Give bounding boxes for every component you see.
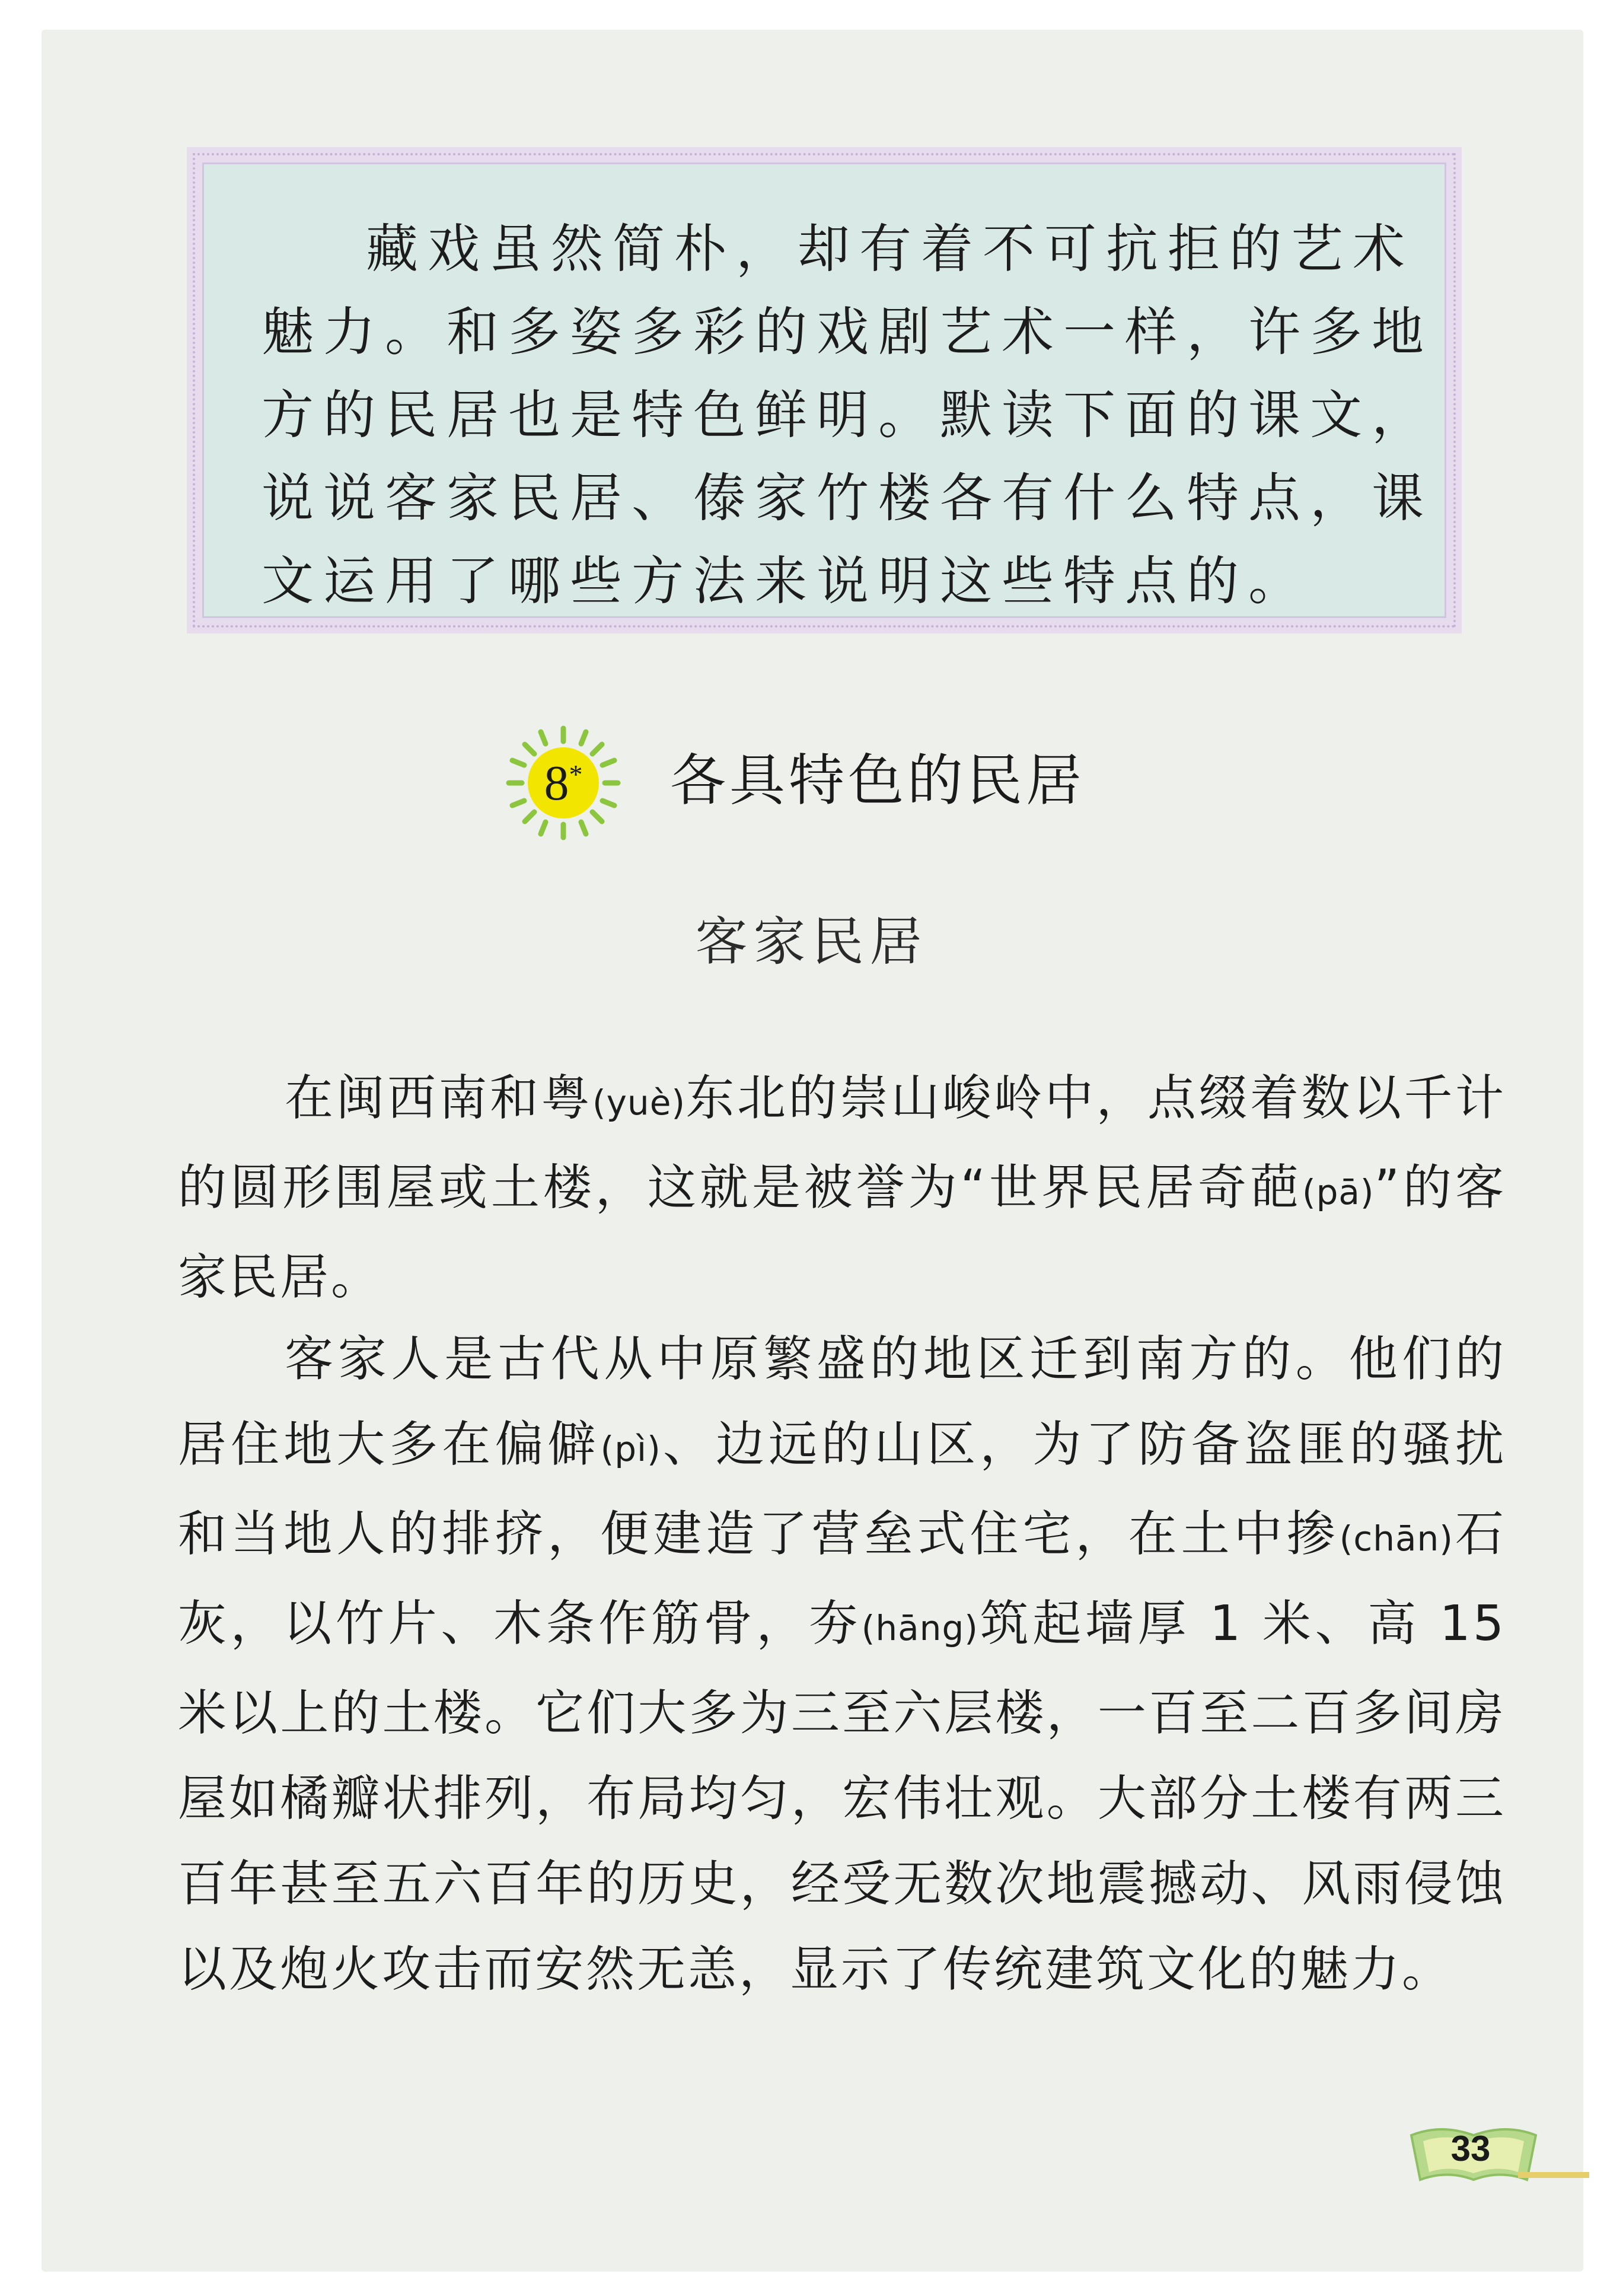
lesson-number-badge — [504, 724, 623, 842]
pinyin-pi: (pì) — [600, 1429, 661, 1469]
page-number-badge — [1405, 2117, 1542, 2189]
page-number: 33 — [1450, 2129, 1491, 2168]
paragraph-2-text-d: 筑起墙厚 1 米、高 15 米以上的土楼。它们大多为三至六层楼，一百至二百多间房屋如橘瓣状排列，布局均匀，宏伟壮观。大部分土楼有两三百年甚至五六百年的历史，经受无数次地震撼动、风雨侵蚀以及炮火攻击而安然无恙，显示了传统建筑文化的魅力。 — [178, 1596, 1506, 1998]
page-rule — [1518, 2172, 1589, 2178]
intro-box — [187, 147, 1462, 633]
pinyin-chan: (chān) — [1339, 1518, 1453, 1559]
paragraph-1-text-b: 东北的崇山峻岭中，点缀着数以千计的圆形围屋或土楼，这就是被誉为“世界民居奇葩 — [178, 1070, 1506, 1216]
pinyin-hang: (hāng) — [861, 1608, 978, 1648]
lesson-number-value: 8 — [544, 755, 569, 811]
paragraph-1-text-a: 在闽西南和粤 — [285, 1070, 592, 1126]
paragraph-2 — [178, 1317, 1506, 2012]
pinyin-pa: (pā) — [1302, 1172, 1375, 1212]
pinyin-yue: (yuè) — [592, 1082, 686, 1123]
paragraph-1-text-c: ”的客家民居。 — [178, 1160, 1506, 1305]
paragraph-2-text-c: 石灰，以竹片、木条作筋骨，夯 — [178, 1506, 1506, 1652]
section-title: 客家民居 — [695, 911, 928, 972]
paragraph-2-text-b: 、边远的山区，为了防备盗匪的骚扰和当地人的排挤，便建造了营垒式住宅，在土中掺 — [178, 1416, 1506, 1562]
paragraph-1 — [178, 1056, 1506, 1320]
lesson-title: 各具特色的民居 — [670, 749, 1086, 813]
intro-text: 藏戏虽然简朴，却有着不可抗拒的艺术魅力。和多姿多彩的戏剧艺术一样，许多地方的民居也是特色鲜明。默读下面的课文，说说客家民居、傣家竹楼各有什么特点，课文运用了哪些方法来说明这些特点的。 — [262, 218, 1434, 612]
lesson-number-mark: * — [569, 759, 583, 789]
paragraph-2-text-a: 客家人是古代从中原繁盛的地区迁到南方的。他们的居住地大多在偏僻 — [178, 1331, 1506, 1473]
lesson-number — [504, 724, 623, 842]
